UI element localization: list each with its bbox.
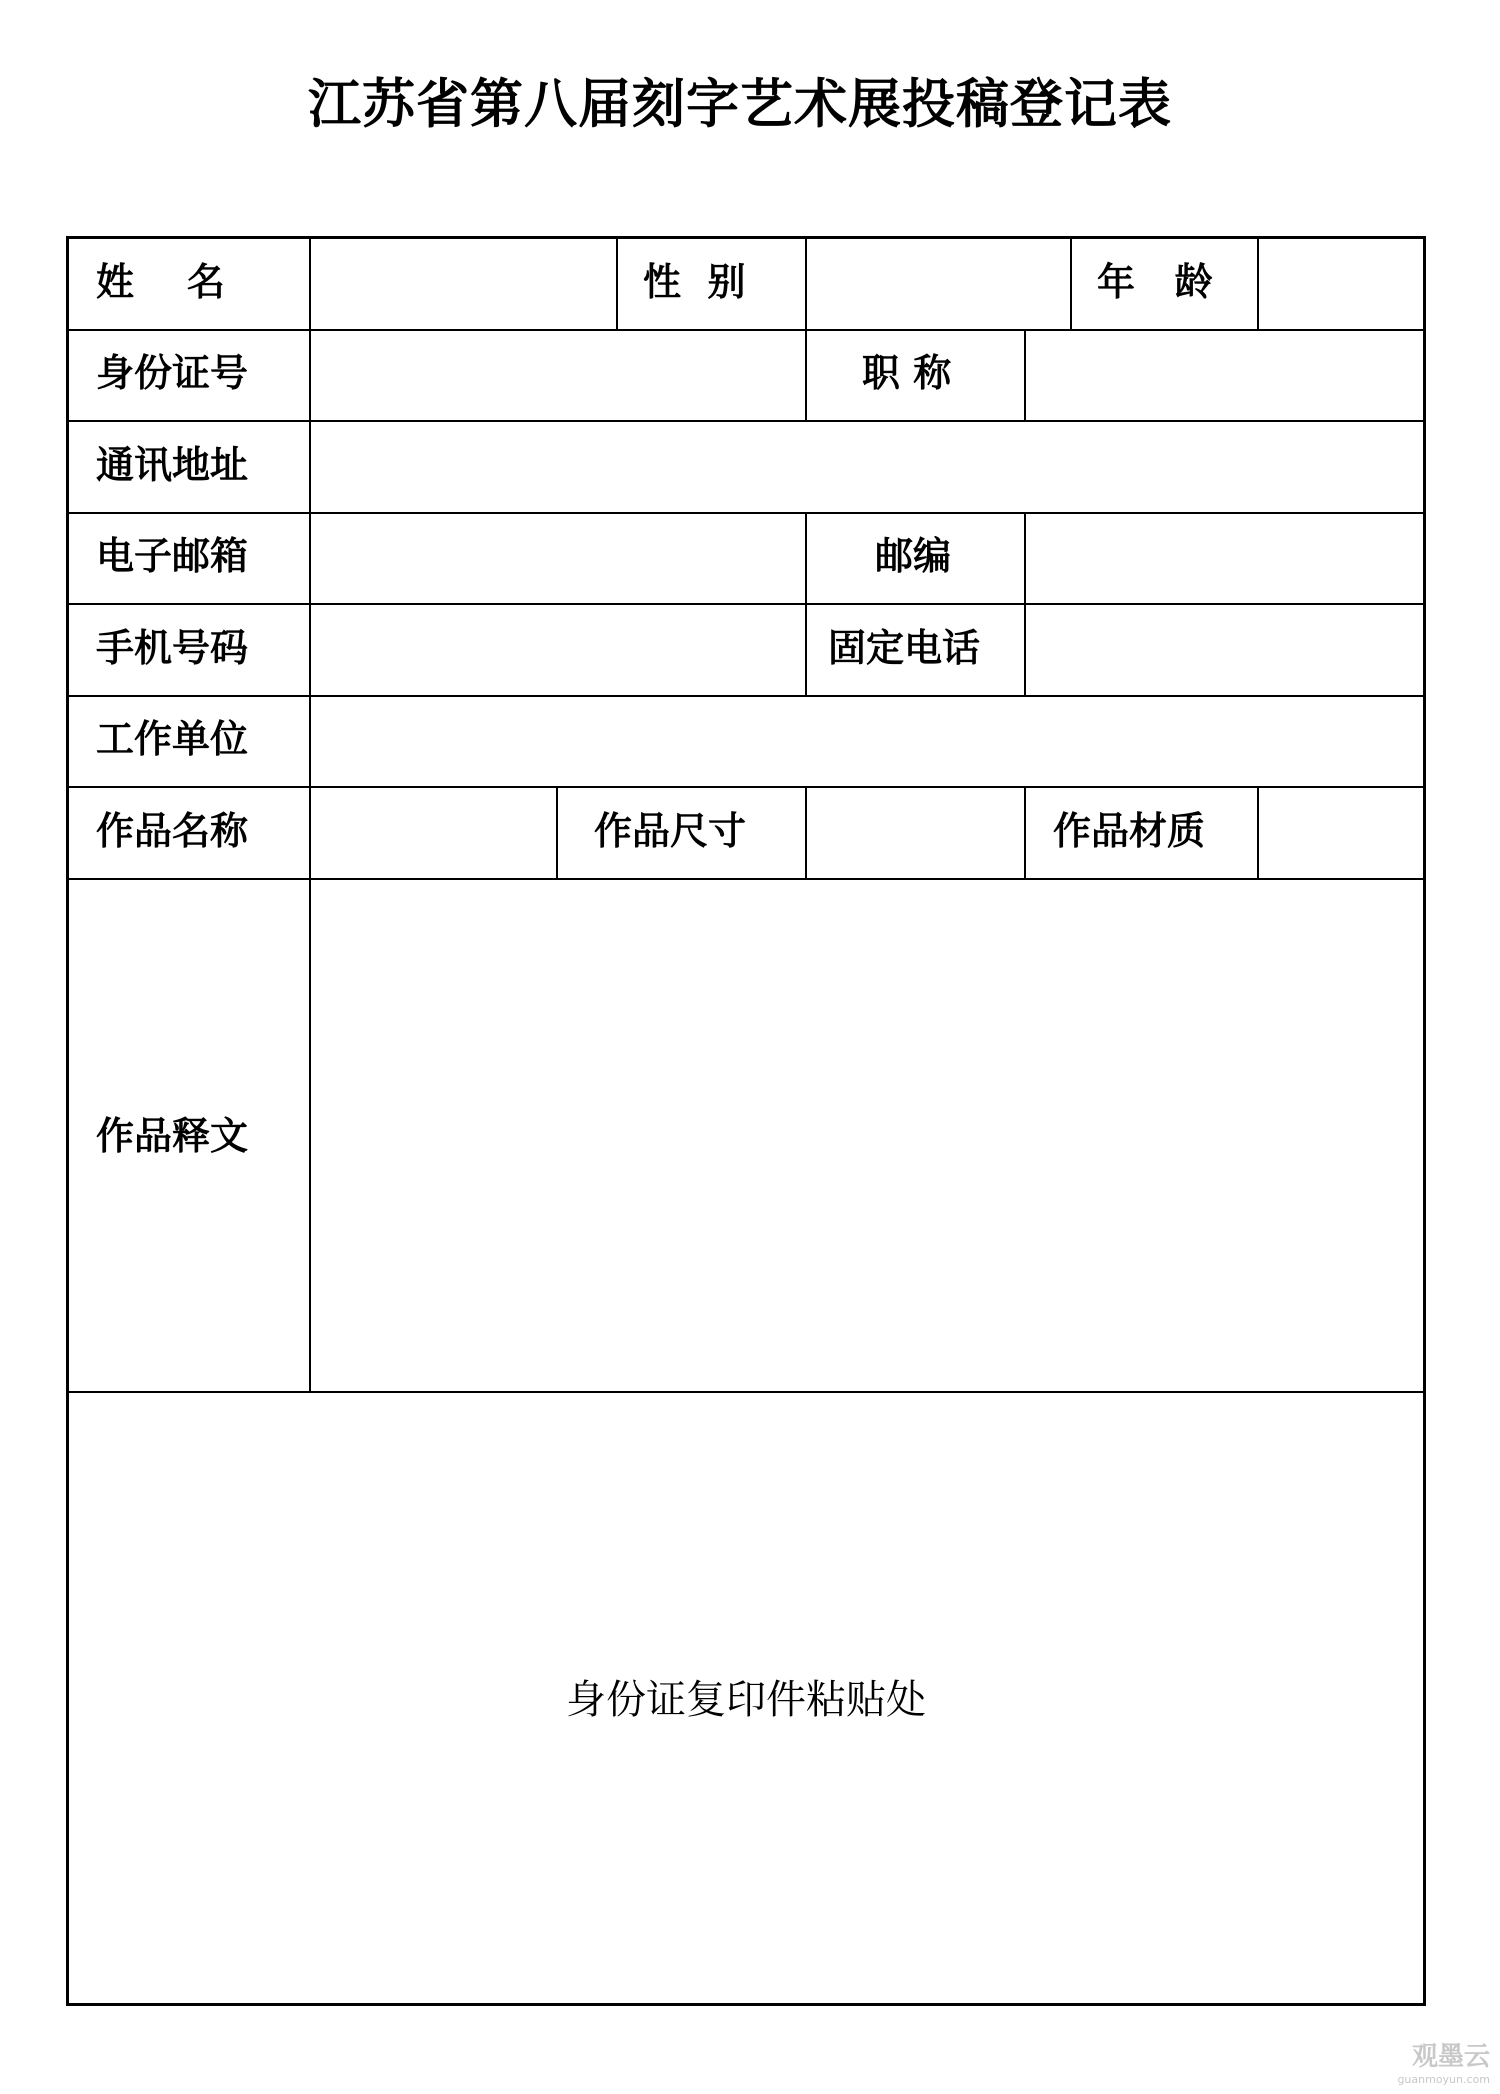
age-label: 年 龄: [1097, 259, 1213, 304]
column-divider: [1024, 329, 1026, 421]
work-size-field[interactable]: [808, 789, 1023, 877]
postcode-field[interactable]: [1027, 515, 1423, 602]
id-number-field[interactable]: [312, 332, 804, 419]
column-divider: [1070, 236, 1072, 330]
row-divider: [66, 695, 1426, 697]
gender-label: 性 别: [643, 259, 746, 304]
postcode-label: 邮编: [875, 533, 952, 578]
column-divider: [1024, 786, 1026, 879]
mobile-field[interactable]: [312, 606, 804, 694]
work-text-field[interactable]: [312, 881, 1423, 1390]
column-divider: [309, 236, 311, 1392]
column-divider: [1257, 786, 1259, 879]
landline-label: 固定电话: [828, 625, 981, 670]
work-name-field[interactable]: [312, 789, 555, 877]
work-material-label: 作品材质: [1053, 808, 1206, 853]
address-field[interactable]: [312, 423, 1423, 511]
name-field[interactable]: [312, 239, 615, 328]
row-divider: [66, 786, 1426, 788]
form-title: 江苏省第八届刻字艺术展投稿登记表: [308, 74, 1172, 135]
job-title-field[interactable]: [1027, 332, 1423, 419]
name-label: 姓 名: [96, 259, 225, 304]
row-divider: [66, 512, 1426, 514]
row-divider: [66, 1391, 1426, 1393]
row-divider: [66, 329, 1426, 331]
id-number-label: 身份证号: [96, 350, 249, 395]
column-divider: [805, 786, 807, 879]
job-title-label: 职 称: [862, 350, 952, 395]
column-divider: [805, 236, 807, 330]
work-material-field[interactable]: [1260, 789, 1423, 877]
landline-field[interactable]: [1027, 606, 1423, 694]
work-text-label: 作品释文: [96, 1113, 249, 1158]
email-label: 电子邮箱: [96, 533, 249, 578]
gender-field[interactable]: [808, 239, 1069, 328]
column-divider: [805, 329, 807, 421]
address-label: 通讯地址: [96, 442, 249, 487]
employer-label: 工作单位: [96, 716, 249, 761]
site-watermark: [1397, 2036, 1490, 2086]
row-divider: [66, 420, 1426, 422]
mobile-label: 手机号码: [96, 625, 249, 670]
column-divider: [1257, 236, 1259, 330]
column-divider: [805, 512, 807, 696]
work-name-label: 作品名称: [96, 808, 249, 853]
watermark-url: guanmoyun.com: [1397, 2073, 1490, 2086]
email-field[interactable]: [312, 515, 804, 602]
age-field[interactable]: [1260, 239, 1423, 328]
column-divider: [556, 786, 558, 879]
column-divider: [616, 236, 618, 330]
row-divider: [66, 603, 1426, 605]
column-divider: [1024, 512, 1026, 696]
id-copy-attachment-note: 身份证复印件粘贴处: [566, 1677, 926, 1723]
watermark-logo-text: 观墨云: [1411, 2042, 1490, 2072]
employer-field[interactable]: [312, 698, 1423, 785]
row-divider: [66, 878, 1426, 880]
work-size-label: 作品尺寸: [594, 808, 747, 853]
